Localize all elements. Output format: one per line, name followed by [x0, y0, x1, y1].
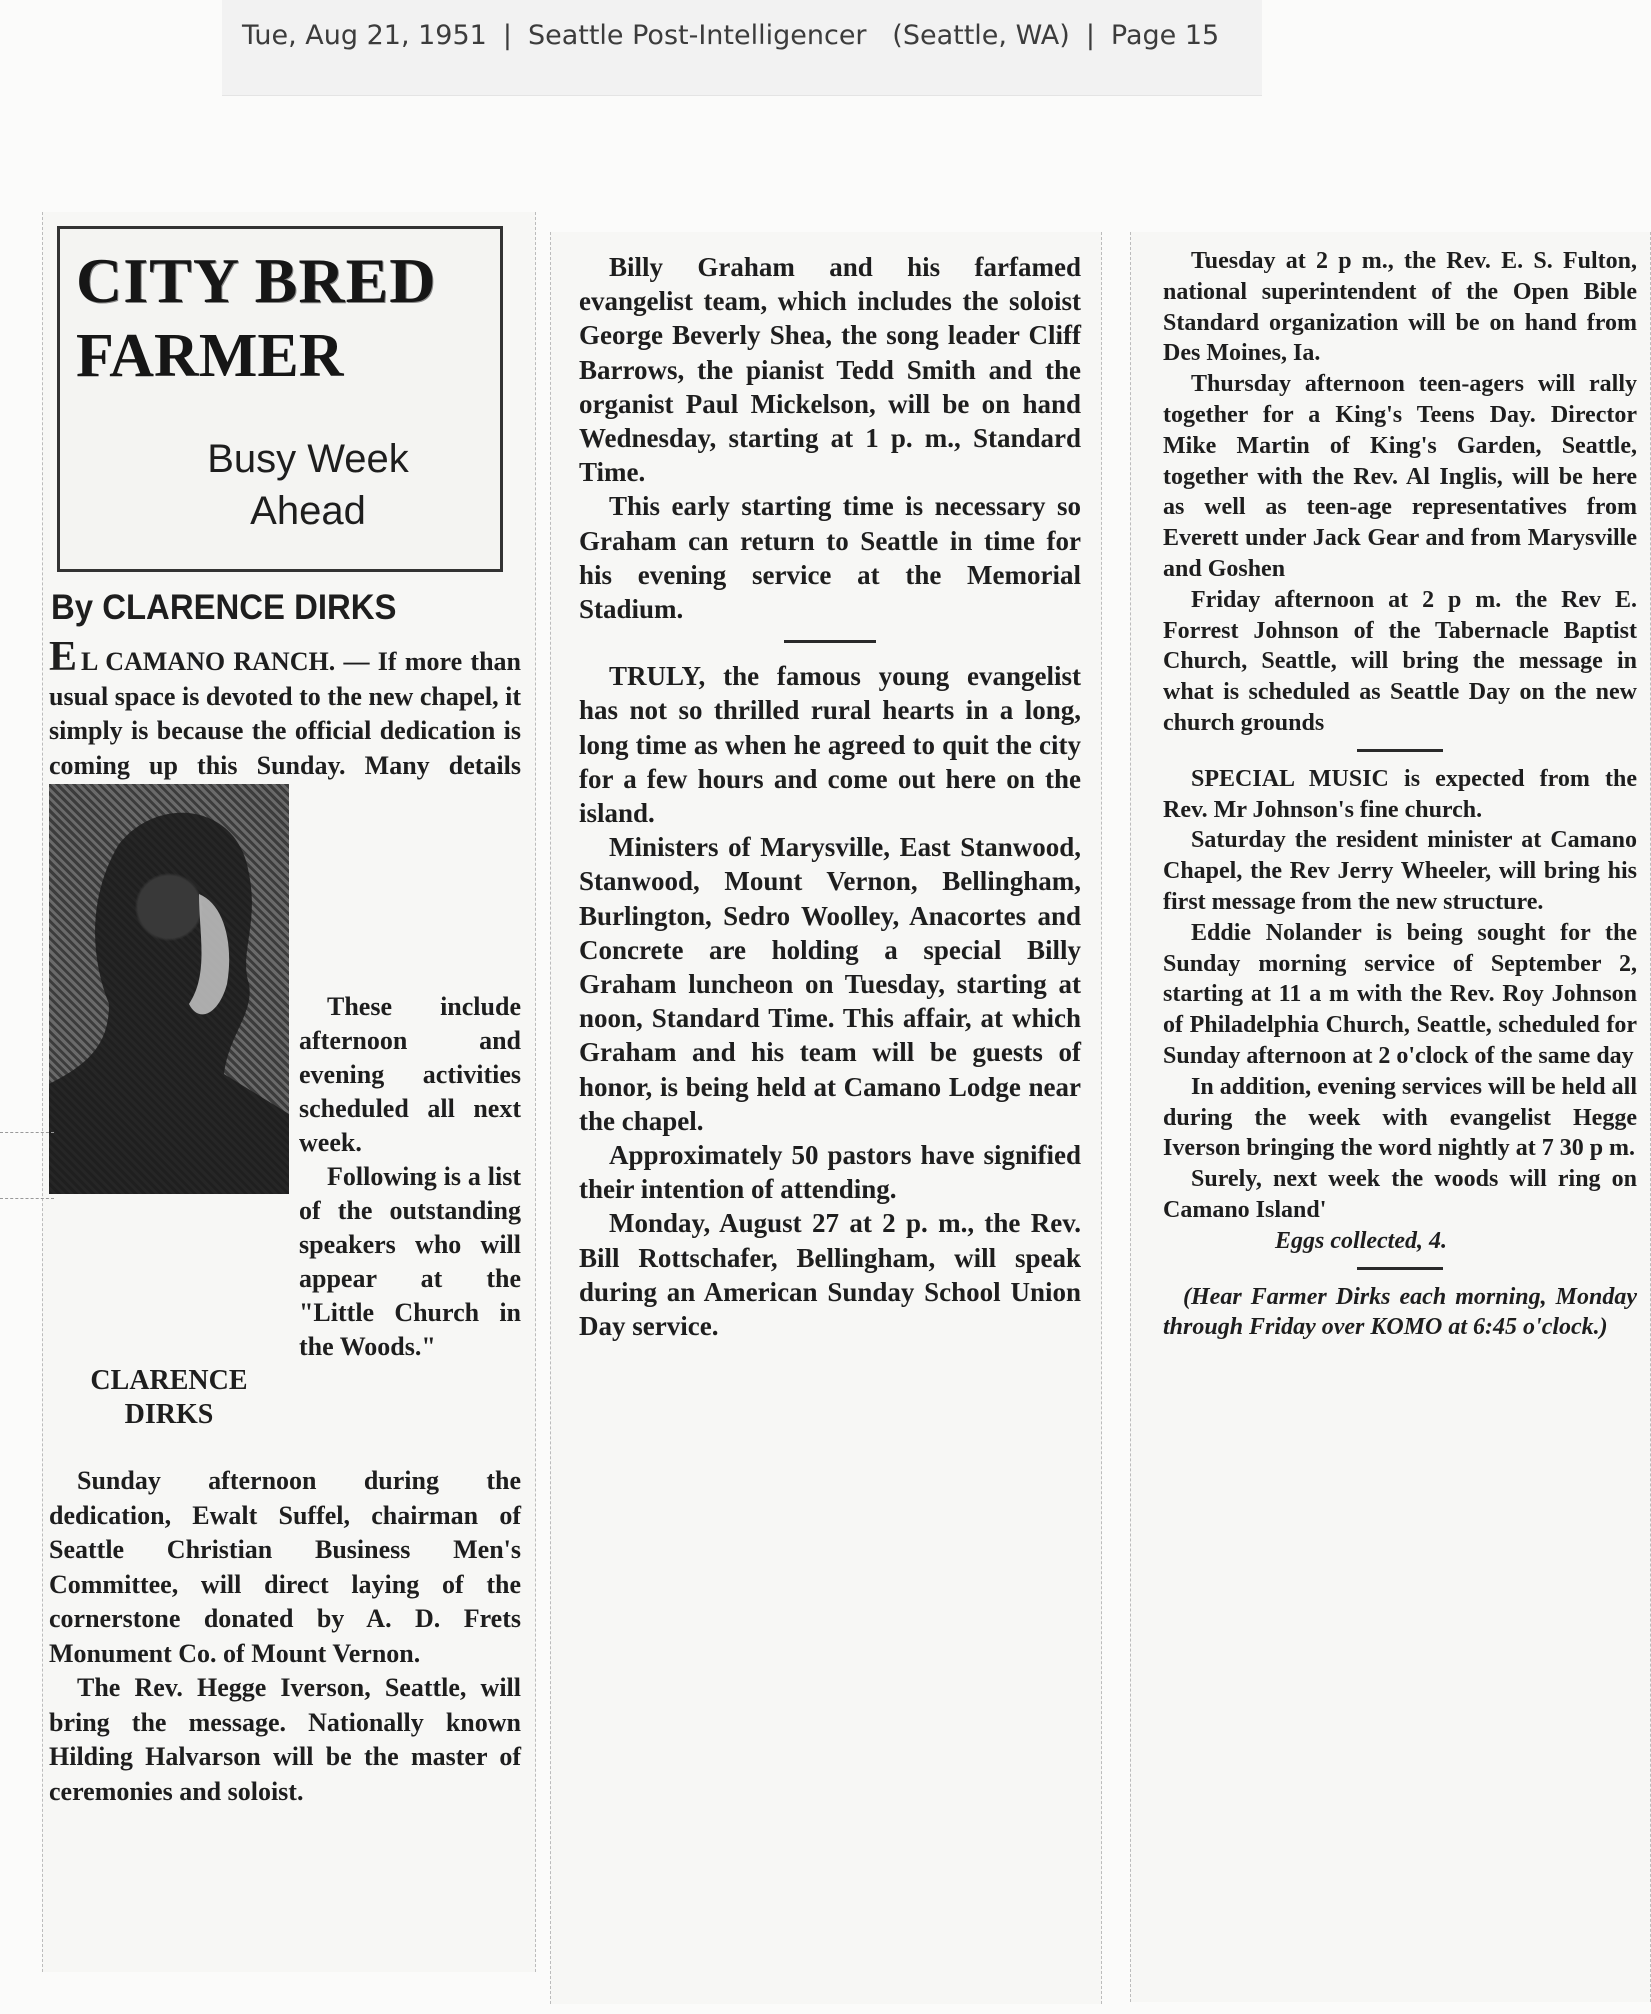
issue-date: Tue, Aug 21, 1951 [242, 20, 487, 51]
para-iverson: The Rev. Hegge Iverson, Seattle, will bring the message. Nationally known Hilding Halvarson will be the master of ceremonies and soloist. [49, 1673, 521, 1806]
para-saturday: Saturday the resident minister at Camano Chapel, the Rev Jerry Wheeler, will bring his first message from the new structure. [1163, 827, 1637, 915]
para-pastors: Approximately 50 pastors have signified their intention of attending. [579, 1140, 1081, 1205]
caption-line2: DIRKS [124, 1399, 214, 1430]
byline: By CLARENCE DIRKS [51, 588, 397, 627]
column1-body [49, 1464, 521, 1809]
header-separator: | [1085, 20, 1095, 51]
headline-line2: Ahead [250, 489, 366, 533]
column3-body [1163, 246, 1637, 1343]
newspaper-name: Seattle Post-Intelligencer [527, 20, 867, 51]
clipping-cut-mark [0, 1198, 54, 1199]
para-evening-services: In addition, evening services will be held all during the week with evangelist Hegge Iverson bringing the word nightly at 7 30 p m. [1163, 1073, 1637, 1162]
para-graham-team: Billy Graham and his farfamed evangelist team, which includes the soloist George Beverly Shea, the song leader Cliff Barrows, the pianist Tedd Smith and the organist Paul Mickelson, will be on hand Wednesday, starting at 1 p. m., Standard Time. [579, 252, 1081, 488]
article-column-3 [1130, 232, 1651, 2002]
headline-line1: Busy Week [207, 437, 409, 481]
caption-line1: CLARENCE [90, 1365, 248, 1396]
para-surely: Surely, next week the woods will ring on Camano Island' [1163, 1166, 1637, 1223]
article-column-1 [42, 212, 536, 1972]
para-early-start: This early starting time is necessary so Graham can return to Seattle in time for his evening service at the Memorial Stadium. [579, 491, 1081, 625]
para-truly: TRULY, the famous young evangelist has not so thrilled rural hearts in a long, long time as when he agreed to quit the city for a few hours and come out here on the island. [579, 661, 1081, 829]
para-tuesday: Tuesday at 2 p m., the Rev. E. S. Fulton, national superintendent of the Open Bible Standard organization will be on hand from Des Moines, Ia. [1163, 248, 1637, 367]
para-monday: Monday, August 27 at 2 p. m., the Rev. Bill Rottschafer, Bellingham, will speak during an American Sunday School Union Day service. [579, 1208, 1081, 1342]
para-speakers-list: Following is a list of the outstanding speakers who will appear at the "Little Church in the Woods." [299, 1162, 521, 1361]
newspaper-location: (Seattle, WA) [892, 20, 1070, 51]
para-ministers: Ministers of Marysville, East Stanwood, Stanwood, Mount Vernon, Bellingham, Burlington, Sedro Woolley, Anacortes and Concrete are holding a special Billy Graham luncheon on Tuesday, starting at noon, Standard Time. This affair, at which Graham and his team will be guests of honor, is being held at Camano Lodge near the chapel. [579, 832, 1081, 1136]
section-divider [784, 640, 876, 643]
eggs-collected: Eggs collected, 4. [1275, 1227, 1447, 1254]
intro-continued [299, 784, 306, 813]
column-title-line2: FARMER [76, 322, 344, 390]
text-beside-photo [299, 784, 521, 1364]
portrait-silhouette [49, 784, 289, 1194]
page-number: Page 15 [1110, 20, 1220, 51]
para-thursday: Thursday afternoon teen-agers will rally together for a King's Teens Day. Director Mike Martin of King's Garden, Seattle, together with the Rev. Al Inglis, will be here as well as teen-age representatives from Everett under Jack Gear and from Marysville and Goshen [1163, 371, 1637, 582]
para-sunday-dedication: Sunday afternoon during the dedication, Ewalt Suffel, chairman of Seattle Christian Business Men's Committee, will direct laying of the cornerstone donated by A. D. Frets Monument Co. of Mount Vernon. [49, 1466, 521, 1668]
para-nolander: Eddie Nolander is being sought for the Sunday morning service of September 2, starting at 11 a m with the Rev. Roy Johnson of Philadelphia Church, Seattle, scheduled for Sunday afternoon at 2 o'clock of the same day [1163, 919, 1637, 1069]
archive-header [222, 0, 1262, 96]
drop-cap: E [49, 634, 78, 680]
headline [148, 433, 468, 537]
intro-text: L CAMANO RANCH. — If more than usual space is devoted to the new chapel, it simply is because the official dedication is coming up this Sunday. Many details [49, 647, 521, 780]
column2-body [579, 250, 1081, 1343]
para-special-music: SPECIAL MUSIC is expected from the Rev. Mr Johnson's fine church. [1163, 765, 1637, 823]
column-title-box [57, 226, 503, 572]
para-friday: Friday afternoon at 2 p m. the Rev E. Forrest Johnson of the Tabernacle Baptist Church, Seattle, will bring the message in what is scheduled as Seattle Day on the new church grounds [1163, 586, 1637, 736]
photo-caption [49, 1364, 289, 1432]
radio-signoff: (Hear Farmer Dirks each morning, Monday through Friday over KOMO at 6:45 o'clock.) [1163, 1283, 1637, 1341]
clipping-cut-mark [0, 1132, 54, 1133]
section-divider [1357, 749, 1443, 752]
header-separator: | [502, 20, 512, 51]
author-portrait-photo [49, 784, 289, 1194]
article-column-2 [550, 232, 1102, 2004]
column-title-line1: CITY BRED [76, 245, 437, 316]
para-activities: These include afternoon and evening activities scheduled all next week. [299, 992, 521, 1157]
section-divider [1357, 1267, 1443, 1270]
